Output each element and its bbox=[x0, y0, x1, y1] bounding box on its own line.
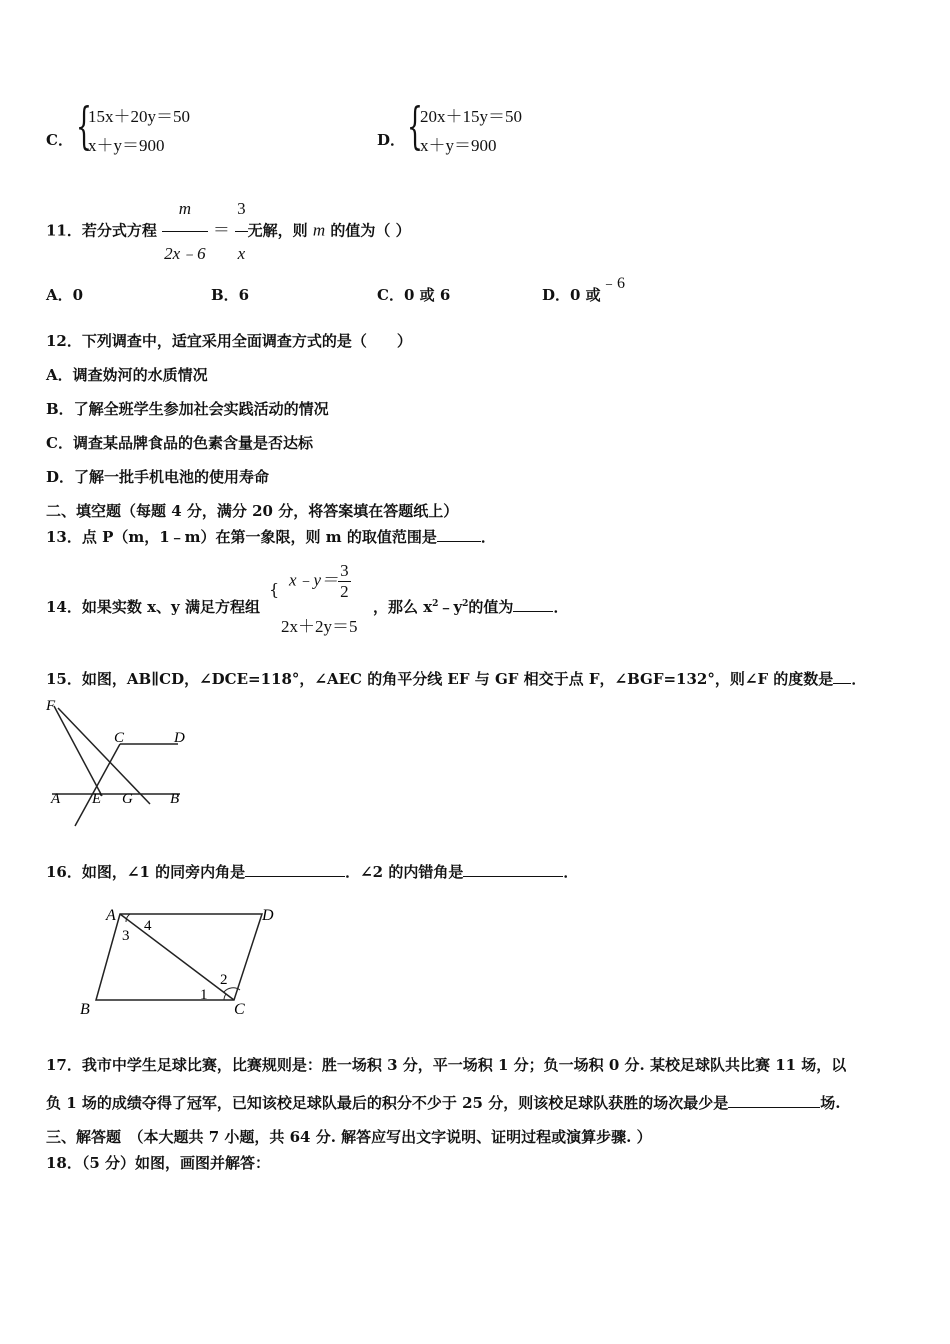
q10-c-equation-2: x＋y＝900 bbox=[88, 136, 165, 155]
q14-suffix-b: 的值为 bbox=[468, 598, 514, 616]
q17-end: 场. bbox=[820, 1094, 841, 1112]
q14-suffix bbox=[373, 596, 568, 617]
q15-stem bbox=[46, 668, 866, 689]
label-g: G bbox=[122, 791, 133, 807]
label-d: D bbox=[262, 907, 274, 924]
q16-blank-1 bbox=[245, 862, 345, 877]
q11-option-c: C．0 或 6 bbox=[377, 286, 451, 304]
label-c: C bbox=[114, 730, 125, 746]
q13-stem bbox=[46, 526, 496, 547]
label-f: F bbox=[46, 698, 56, 714]
q11-suffix-b: 的值为（ ） bbox=[330, 221, 411, 240]
q13-end: ． bbox=[480, 528, 496, 546]
q11-suffix-a: 无解，则 bbox=[247, 221, 308, 240]
q11-stem bbox=[46, 187, 411, 276]
q14-sup-2: 2 bbox=[462, 599, 469, 609]
q12-option-c: C．调查某品牌食品的色素含量是否达标 bbox=[46, 434, 313, 452]
q14-eq1-den: 2 bbox=[340, 582, 349, 601]
q16-stem bbox=[46, 861, 578, 882]
q14-sup-1: 2 bbox=[432, 599, 439, 609]
label-c: C bbox=[234, 1001, 245, 1018]
q10-d-equation-1: 20x＋15y＝50 bbox=[420, 107, 522, 126]
label-angle-1: 1 bbox=[200, 987, 208, 1003]
q14-end: ． bbox=[553, 598, 569, 616]
label-a: A bbox=[106, 907, 116, 924]
q16-blank-2 bbox=[463, 862, 563, 877]
q15-text: 15．如图，AB∥CD，∠DCE=118°，∠AEC 的角平分线 EF 与 GF 相交于点 F，∠BGF=132°，则∠F 的度数是 bbox=[46, 670, 834, 688]
q10-d-equation-2: x＋y＝900 bbox=[420, 136, 497, 155]
q11-frac1-num: m bbox=[162, 187, 208, 232]
q17-line-2 bbox=[46, 1092, 840, 1113]
q11-option-b: B．6 bbox=[211, 286, 250, 304]
label-b: B bbox=[170, 791, 180, 807]
q10-option-c-label: C． bbox=[46, 131, 73, 149]
q11-fraction-1 bbox=[162, 187, 208, 276]
q11-frac1-den: 2x﹣6 bbox=[164, 244, 206, 263]
q11-frac2-num: 3 bbox=[235, 187, 248, 232]
q11-equals: ＝ bbox=[212, 220, 230, 240]
q13-answer-blank bbox=[437, 527, 481, 542]
q16-text-b: ．∠2 的内错角是 bbox=[345, 863, 464, 881]
q11-option-d-sup: ﹣6 bbox=[601, 275, 626, 292]
q15-figure bbox=[40, 696, 200, 836]
q18-stem: 18．（5 分）如图，画图并解答： bbox=[46, 1154, 271, 1172]
q14-minus-y: ﹣y bbox=[438, 598, 463, 616]
q12-option-b: B．了解全班学生参加社会实践活动的情况 bbox=[46, 400, 329, 418]
q11-option-d: D．0 或 bbox=[542, 286, 601, 304]
q14-prefix: 14．如果实数 x、y 满足方程组 bbox=[46, 598, 260, 616]
line-fg bbox=[58, 708, 150, 804]
q11-fraction-2 bbox=[235, 187, 248, 276]
angle-arc-1 bbox=[224, 994, 226, 1000]
q14-eq1-fraction bbox=[338, 561, 351, 602]
q10-d-brace: { bbox=[407, 97, 423, 155]
label-angle-4: 4 bbox=[144, 918, 152, 934]
q16-text-a: 16．如图，∠1 的同旁内角是 bbox=[46, 863, 246, 881]
q16-figure bbox=[74, 902, 284, 1022]
q17-answer-blank bbox=[728, 1093, 820, 1108]
line-fe bbox=[54, 706, 102, 796]
label-angle-3: 3 bbox=[122, 928, 130, 944]
diagonal-ac bbox=[120, 914, 234, 1000]
q17-line-1: 17．我市中学生足球比赛，比赛规则是：胜一场积 3 分，平一场积 1 分；负一场积 0 分. 某校足球队共比赛 11 场，以 bbox=[46, 1056, 847, 1074]
section-2-heading: 二、填空题（每题 4 分，满分 20 分，将答案填在答题纸上） bbox=[46, 502, 459, 520]
q12-option-d: D．了解一批手机电池的使用寿命 bbox=[46, 468, 270, 486]
section-3-heading: 三、解答题 （本大题共 7 小题，共 64 分. 解答应写出文字说明、证明过程或演算步骤. ） bbox=[46, 1128, 652, 1146]
line-ce bbox=[75, 744, 120, 826]
q14-eq1-num: 3 bbox=[340, 561, 349, 580]
q11-prefix: 11．若分式方程 bbox=[46, 221, 157, 240]
q11-option-a: A．0 bbox=[46, 286, 84, 304]
q11-var-m: m bbox=[312, 220, 326, 240]
label-e: E bbox=[92, 791, 102, 807]
q16-end: ． bbox=[563, 863, 579, 881]
q14-brace: { bbox=[269, 580, 280, 599]
q14-suffix-a: ，那么 x bbox=[373, 598, 433, 616]
q11-frac2-den: x bbox=[237, 244, 246, 263]
label-b: B bbox=[80, 1001, 90, 1018]
q12-stem: 12．下列调查中，适宜采用全面调查方式的是（ ） bbox=[46, 332, 412, 350]
q14-equation-2: 2x＋2y＝5 bbox=[281, 617, 358, 636]
q10-option-d-label: D． bbox=[377, 131, 406, 149]
q17-line-2-text: 负 1 场的成绩夺得了冠军，已知该校足球队最后的积分不少于 25 分，则该校足球队获胜的场次最少是 bbox=[46, 1094, 729, 1112]
q14-equation-1 bbox=[289, 561, 351, 602]
parallelogram-abcd bbox=[96, 914, 262, 1000]
q14-answer-blank bbox=[513, 597, 553, 612]
q10-c-equation-1: 15x＋20y＝50 bbox=[88, 107, 190, 126]
q15-answer-blank bbox=[833, 669, 851, 684]
q13-text: 13．点 P（m，1﹣m）在第一象限，则 m 的取值范围是 bbox=[46, 528, 437, 546]
q10-c-brace: { bbox=[76, 97, 92, 155]
label-a: A bbox=[51, 791, 61, 807]
q14-eq1-left: x﹣y＝ bbox=[289, 570, 339, 590]
q15-end: ． bbox=[851, 670, 867, 688]
label-d: D bbox=[174, 730, 185, 746]
q12-option-a: A．调查妫河的水质情况 bbox=[46, 366, 208, 384]
label-angle-2: 2 bbox=[220, 972, 228, 988]
